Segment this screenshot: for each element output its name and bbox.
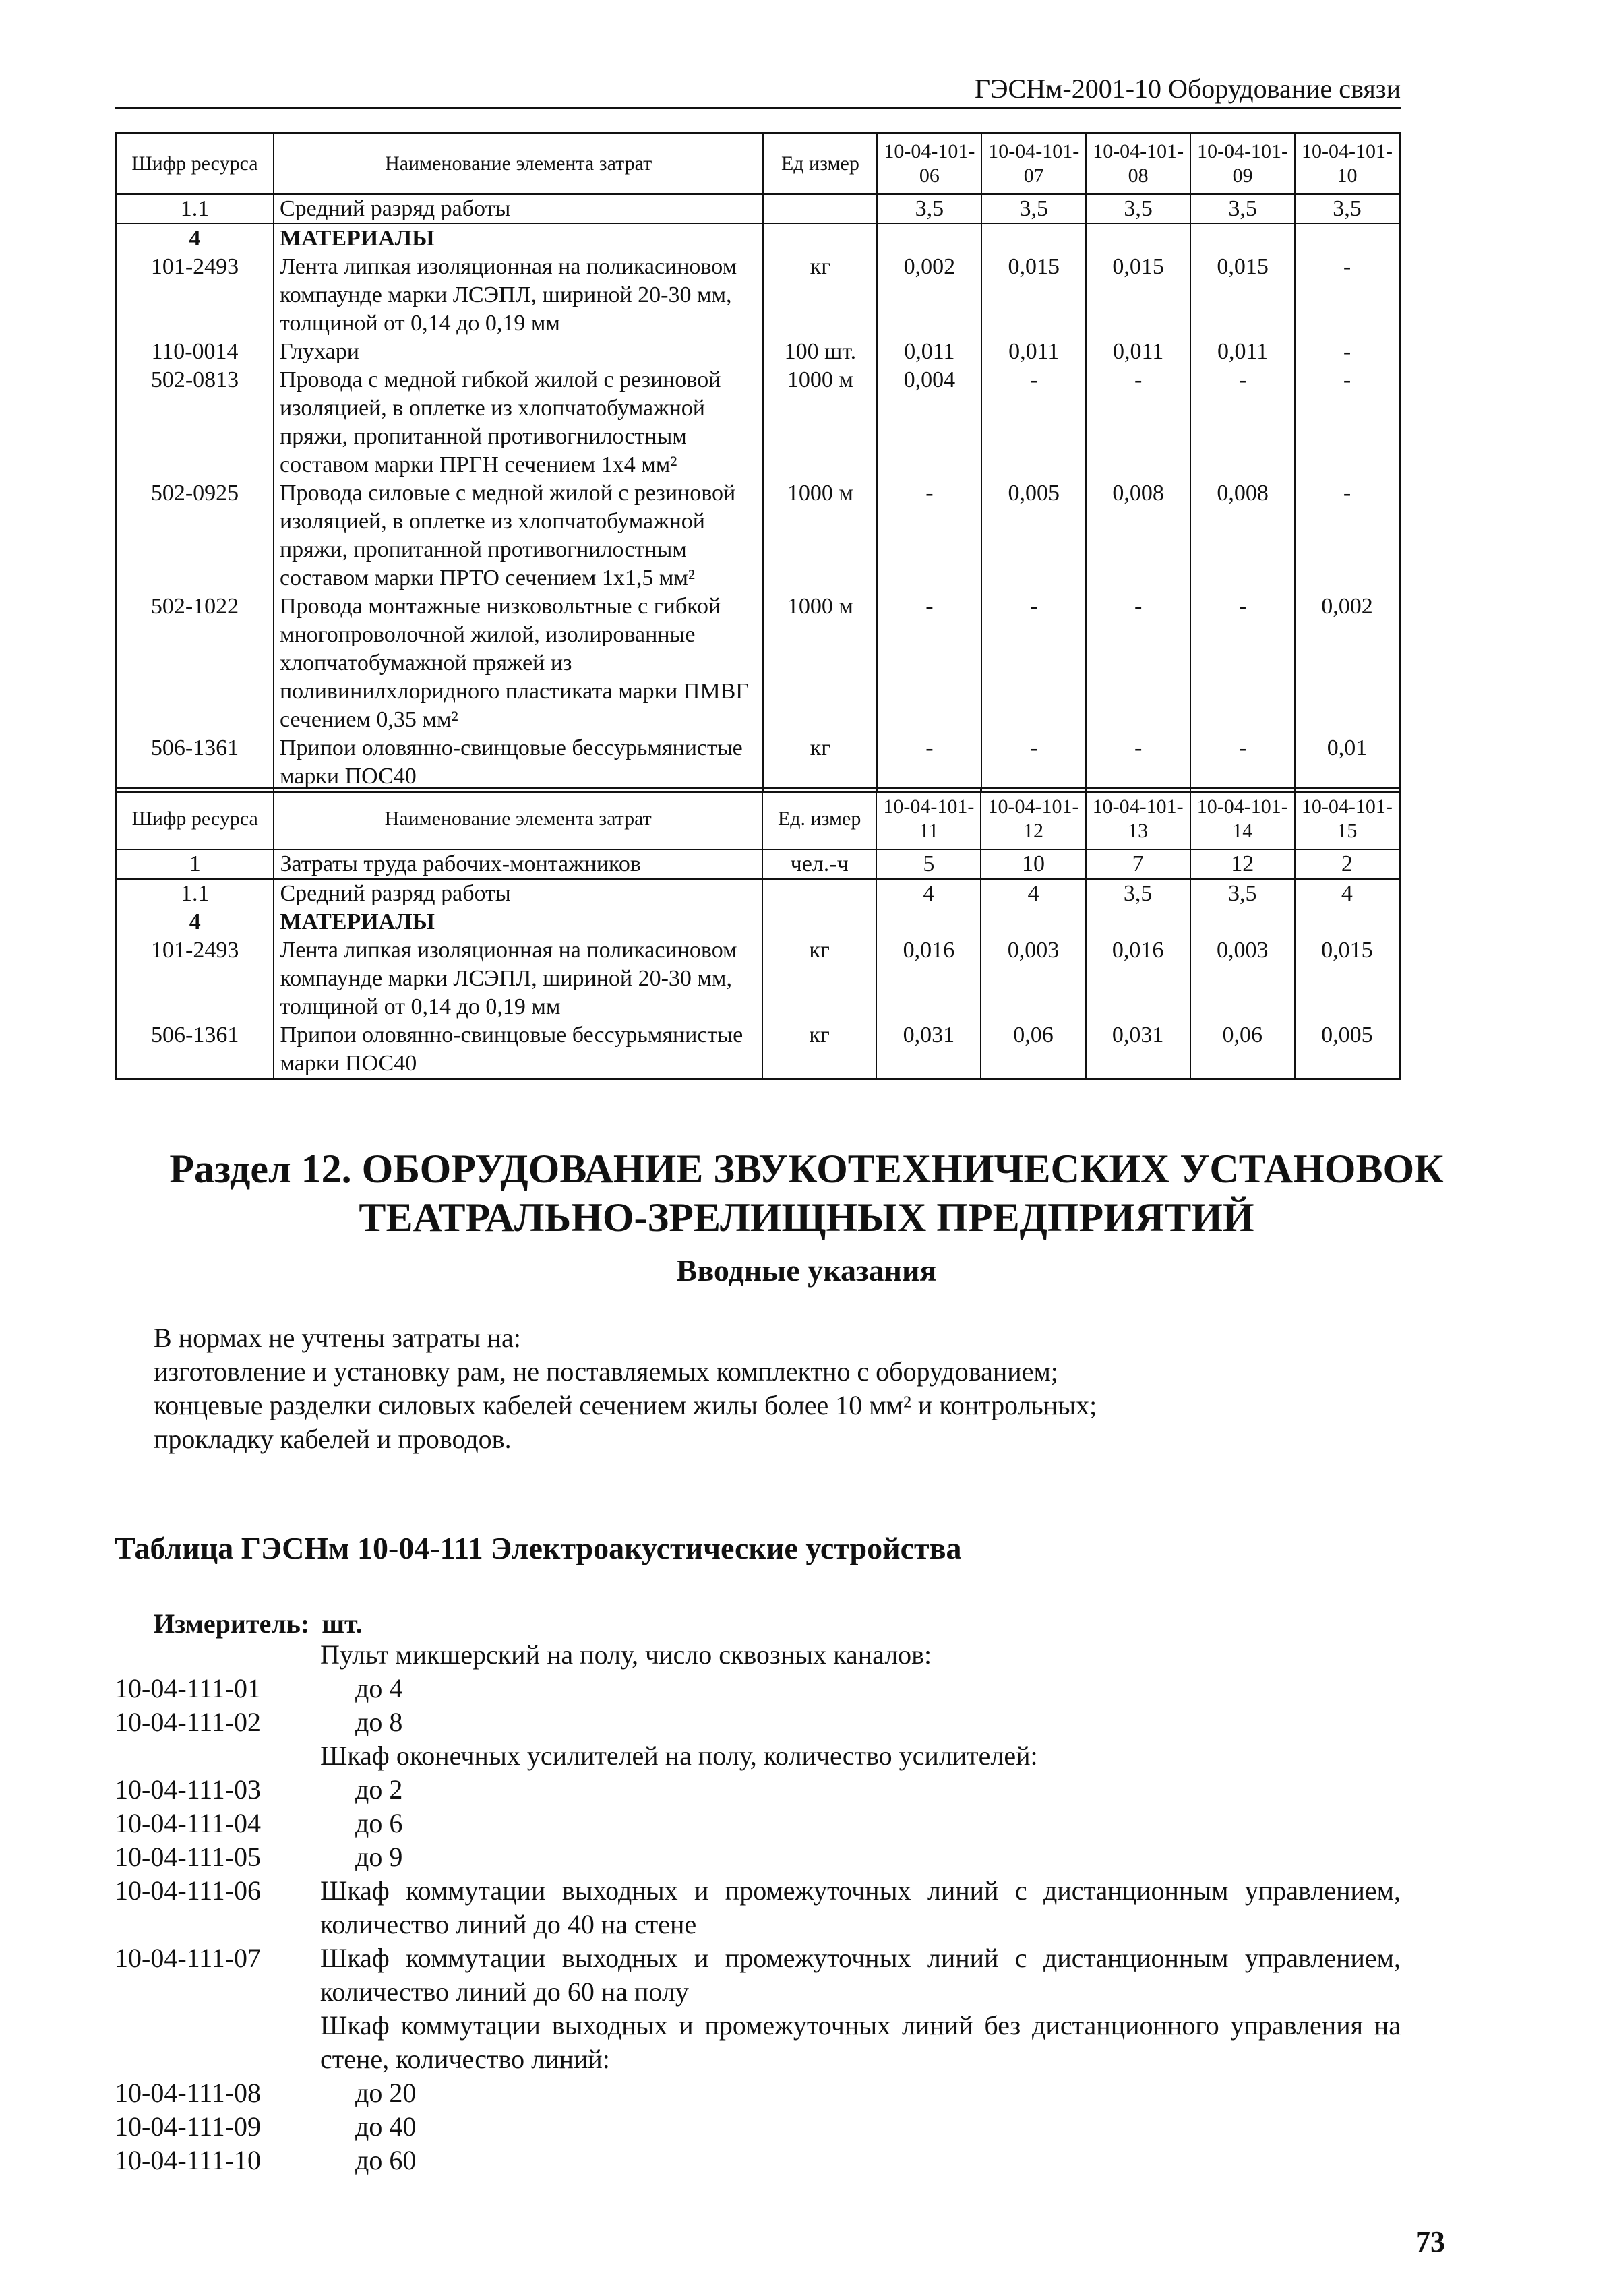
cell-name: Средний разряд работы [274,194,763,224]
cell-value [1190,908,1295,936]
list-item [115,1874,1401,1941]
cell-value: - [1190,593,1295,734]
cell-value: - [1086,593,1190,734]
table-row [116,879,1400,908]
cell-unit: 1000 м [763,593,877,734]
cell-unit [762,908,876,936]
cell-code: 101-2493 [116,936,274,1021]
item-code: 10-04-111-02 [115,1707,261,1737]
cell-name: Провода с медной гибкой жилой с резиновой изоляцией, в оплетке из хлопчатобумажной пряжи, пропитанной противогнилостным составом марки ПРГН сечением 1х4 мм² [274,366,763,479]
cell-value: 4 [1341,881,1353,906]
table-row [116,338,1400,366]
item-code: 10-04-111-10 [115,2145,261,2175]
item-text: до 20 [355,2078,417,2108]
table-row [116,194,1400,224]
table-row [116,1021,1400,1079]
item-code: 10-04-111-07 [115,1943,261,1973]
cell-value: - [1190,734,1295,792]
cell-value: 0,015 [1190,253,1295,338]
cell-unit: чел.-ч [762,849,876,879]
table-row [116,366,1400,479]
running-header: ГЭСНм-2001-10 Оборудование связи [115,73,1401,109]
cell-value: 0,008 [1190,479,1295,593]
item-code: 10-04-111-08 [115,2078,261,2108]
item-code: 10-04-111-06 [115,1875,261,1906]
cell-value: - [877,479,981,593]
cell-value: 0,003 [981,936,1085,1021]
intro-line: изготовление и установку рам, не поставляемых комплектно с оборудованием; [154,1356,1058,1387]
cell-value: 0,011 [981,338,1086,366]
item-text: до 2 [355,1774,403,1805]
intro-line: В нормах не учтены затраты на: [154,1323,521,1353]
section-subtitle: Вводные указания [676,1253,937,1288]
cell-value: - [1086,734,1190,792]
cell-value: 0,06 [1190,1021,1295,1079]
item-code [115,1638,320,1672]
cell-code: 506-1361 [116,734,274,792]
header-norm-code: 10-04-101-08 [1086,133,1190,195]
cell-value [1295,908,1400,936]
cell-value: 3,5 [877,194,981,224]
intro-line: концевые разделки силовых кабелей сечением жилы более 10 мм² и контрольных; [154,1390,1097,1420]
header-norm-code: 10-04-101-06 [877,133,981,195]
cell-name: Глухари [274,338,763,366]
table-title: Таблица ГЭСНм 10-04-111 Электроакустические устройства [115,1531,962,1565]
measure-line [154,1608,375,1639]
list-item [115,1840,1401,1874]
item-code: 10-04-111-05 [115,1842,261,1872]
item-text: Шкаф коммутации выходных и промежуточных линий с дистанционным управлением, количество линий до 40 на стене [320,1875,1401,1939]
cell-value: - [981,366,1086,479]
cell-value: 0,011 [1190,338,1295,366]
header-norm-code: 10-04-101-11 [876,789,981,850]
list-item [115,1672,1401,1705]
cell-value: 0,015 [1321,938,1373,963]
table-row [116,849,1400,879]
cell-value [1086,224,1190,253]
resource-table-1 [115,132,1401,793]
header-name: Наименование элемента затрат [274,789,762,850]
item-code [115,2009,320,2076]
cell-value: 3,5 [1086,879,1190,908]
list-item [115,2110,1401,2144]
cell-value: 3,5 [1086,194,1190,224]
table-header-row [116,789,1400,850]
item-code: 10-04-111-04 [115,1808,261,1838]
list-item [115,1941,1401,2009]
cell-code: 101-2493 [116,253,274,338]
table-row [116,908,1400,936]
header-code: Шифр ресурса [116,789,274,850]
item-text: Шкаф оконечных усилителей на полу, количество усилителей: [320,1741,1038,1771]
cell-value: 3,5 [981,194,1086,224]
list-item [115,2076,1401,2110]
cell-value: 0,008 [1086,479,1190,593]
item-text: до 9 [355,1842,403,1872]
cell-code: 4 [116,224,274,253]
cell-value: 0,06 [981,1021,1085,1079]
table-row [116,253,1400,338]
resource-table-2 [115,787,1401,1080]
cell-value: 0,004 [877,366,981,479]
cell-name: Средний разряд работы [274,879,762,908]
table-row [116,224,1400,253]
header-norm-code: 10-04-101-15 [1295,789,1400,850]
cell-value: 0,005 [1321,1023,1373,1048]
list-item [115,1638,1401,1672]
cell-value [876,908,981,936]
intro-text [154,1321,1407,1456]
cell-name: Лента липкая изоляционная на поликасиновом компаунде марки ЛСЭПЛ, шириной 20-30 мм, толщиной от 0,14 до 0,19 мм [274,253,763,338]
cell-unit: кг [763,253,877,338]
header-norm-code: 10-04-101-10 [1295,133,1399,195]
cell-code: 1 [116,849,274,879]
item-text: Шкаф коммутации выходных и промежуточных линий с дистанционным управлением, количество линий до 60 на полу [320,1943,1401,2007]
table-header-row [116,133,1400,195]
cell-value: 2 [1295,849,1400,879]
cell-value: 10 [981,849,1085,879]
cell-value [981,908,1085,936]
cell-value: 0,011 [877,338,981,366]
cell-value: 0,015 [1086,253,1190,338]
header-norm-code: 10-04-101-12 [981,789,1085,850]
section-title-line2: ТЕАТРАЛЬНО-ЗРЕЛИЩНЫХ ПРЕДПРИЯТИЙ [359,1195,1254,1240]
item-code: 10-04-111-09 [115,2111,261,2142]
cell-unit: 1000 м [763,366,877,479]
cell-value: - [1190,366,1295,479]
header-code: Шифр ресурса [116,133,274,195]
cell-value: 3,5 [1295,194,1399,224]
cell-value: - [1343,367,1351,392]
header-norm-code: 10-04-101-13 [1086,789,1190,850]
cell-name: МАТЕРИАЛЫ [274,908,762,936]
cell-value: 0,005 [981,479,1086,593]
header-unit: Ед измер [763,133,877,195]
item-text: Пульт микшерский на полу, число сквозных каналов: [320,1639,932,1670]
cell-code: 110-0014 [116,338,274,366]
cell-value: - [1343,481,1351,506]
cell-value: 0,002 [877,253,981,338]
cell-value: 5 [876,849,981,879]
cell-value [981,224,1086,253]
cell-unit [763,194,877,224]
cell-value: 7 [1086,849,1190,879]
cell-value: 0,002 [1321,594,1373,619]
page-number: 73 [1416,2225,1445,2258]
item-code: 10-04-111-01 [115,1673,261,1703]
cell-value: - [1343,339,1351,364]
cell-unit: кг [762,936,876,1021]
list-item [115,2009,1401,2076]
header-unit: Ед. измер [762,789,876,850]
cell-unit [762,879,876,908]
list-item [115,2144,1401,2177]
cell-unit: 100 шт. [763,338,877,366]
cell-value: 0,016 [876,936,981,1021]
cell-code: 506-1361 [116,1021,274,1079]
table-row [116,734,1400,792]
header-norm-code: 10-04-101-14 [1190,789,1295,850]
cell-value: 0,016 [1086,936,1190,1021]
cell-name: Затраты труда рабочих-монтажников [274,849,762,879]
cell-value: - [877,593,981,734]
cell-value: - [1343,254,1351,279]
cell-value [1086,908,1190,936]
cell-code: 502-0925 [116,479,274,593]
cell-unit: кг [762,1021,876,1079]
item-text: до 4 [355,1673,403,1703]
cell-code: 502-0813 [116,366,274,479]
cell-value: 3,5 [1190,194,1295,224]
item-text: до 8 [355,1707,403,1737]
item-text: до 40 [355,2111,417,2142]
cell-value: 4 [981,879,1085,908]
cell-value: - [981,734,1086,792]
cell-name: Провода силовые с медной жилой с резиновой изоляцией, в оплетке из хлопчатобумажной пряжи, пропитанной противогнилостным составом марки ПРТО сечением 1х1,5 мм² [274,479,763,593]
cell-value: 4 [876,879,981,908]
section-title-line1: Раздел 12. ОБОРУДОВАНИЕ ЗВУКОТЕХНИЧЕСКИХ УСТАНОВОК [169,1147,1444,1191]
cell-name: Лента липкая изоляционная на поликасиновом компаунде марки ЛСЭПЛ, шириной 20-30 мм, толщиной от 0,14 до 0,19 мм [274,936,762,1021]
header-norm-code: 10-04-101-07 [981,133,1086,195]
item-text: до 6 [355,1808,403,1838]
cell-code: 4 [116,908,274,936]
list-item [115,1807,1401,1840]
cell-value: 0,031 [1086,1021,1190,1079]
cell-value: - [877,734,981,792]
item-text: Шкаф коммутации выходных и промежуточных линий без дистанционного управления на стене, количество линий: [320,2010,1401,2074]
cell-value: 0,003 [1190,936,1295,1021]
cell-value: 12 [1190,849,1295,879]
item-code: 10-04-111-03 [115,1774,261,1805]
item-text: до 60 [355,2145,417,2175]
cell-name: Припои оловянно-свинцовые бессурьмянистые марки ПОС40 [274,734,763,792]
cell-value: 0,011 [1086,338,1190,366]
table-row [116,593,1400,734]
cell-code: 502-1022 [116,593,274,734]
cell-name: Провода монтажные низковольтные с гибкой многопроволочной жилой, изолированные хлопчатобумажной пряжей из поливинилхлоридного пластиката марки ПМВГ сечением 0,35 мм² [274,593,763,734]
cell-value: 3,5 [1190,879,1295,908]
cell-value [1190,224,1295,253]
header-name: Наименование элемента затрат [274,133,763,195]
cell-code: 1.1 [116,879,274,908]
cell-name: МАТЕРИАЛЫ [274,224,763,253]
cell-name: Припои оловянно-свинцовые бессурьмянистые марки ПОС40 [274,1021,762,1079]
table-row [116,936,1400,1021]
measure-value: шт. [322,1608,363,1639]
cell-value: 0,031 [876,1021,981,1079]
cell-value: - [1086,366,1190,479]
header-norm-code: 10-04-101-09 [1190,133,1295,195]
cell-value [1295,224,1399,253]
list-item [115,1773,1401,1807]
cell-unit [763,224,877,253]
table-row [116,479,1400,593]
list-item [115,1705,1401,1739]
cell-unit: кг [763,734,877,792]
item-code [115,1739,320,1773]
cell-value: - [981,593,1086,734]
list-item [115,1739,1401,1773]
cell-value: 0,015 [981,253,1086,338]
cell-unit: 1000 м [763,479,877,593]
section-title [115,1145,1498,1242]
cell-value: 0,01 [1327,735,1368,760]
cell-value [877,224,981,253]
cell-code: 1.1 [116,194,274,224]
measure-label: Измеритель: [154,1608,310,1639]
norm-items-list [115,1638,1401,2177]
intro-line: прокладку кабелей и проводов. [154,1424,512,1454]
